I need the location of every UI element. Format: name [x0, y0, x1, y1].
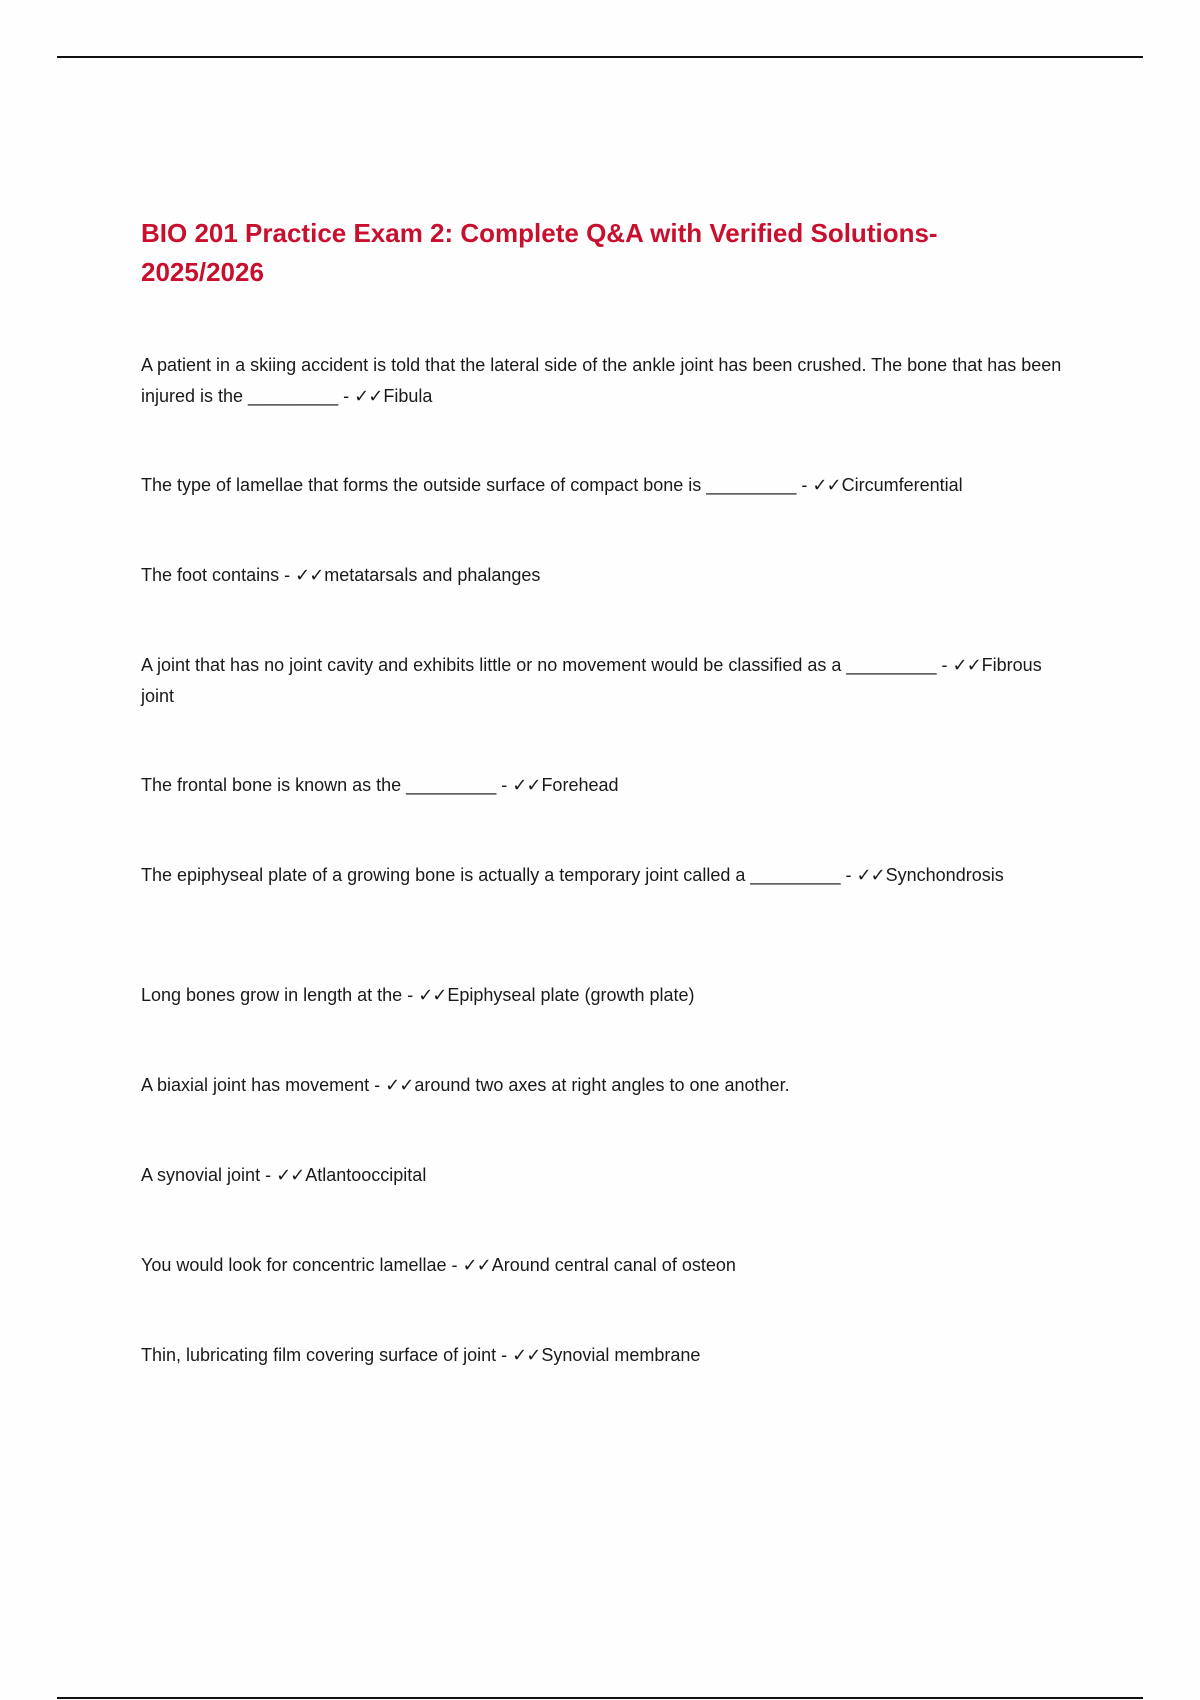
double-check-icon: ✓✓ — [385, 1075, 414, 1096]
question-text: A patient in a skiing accident is told that the lateral side of the ankle joint has been crushed. The bone that has been injured is the _________ - — [141, 355, 1062, 406]
double-check-icon: ✓✓ — [512, 1345, 541, 1366]
answer-text: Synchondrosis — [885, 865, 1004, 885]
answer-text: Synovial membrane — [541, 1345, 701, 1365]
qa-item-5 — [141, 770, 1071, 801]
double-check-icon: ✓✓ — [952, 655, 981, 676]
document-title: BIO 201 Practice Exam 2: Complete Q&A with Verified Solutions- 2025/2026 — [141, 218, 938, 287]
answer-text: Around central canal of osteon — [491, 1255, 736, 1275]
qa-item-10 — [141, 1250, 1071, 1281]
question-text: A joint that has no joint cavity and exhibits little or no movement would be classified as a _________ - — [141, 655, 948, 675]
qa-item-9 — [141, 1160, 1071, 1191]
double-check-icon: ✓✓ — [354, 386, 383, 407]
qa-item-4 — [141, 650, 1071, 712]
qa-item-2 — [141, 470, 1071, 501]
double-check-icon: ✓✓ — [418, 985, 447, 1006]
question-text: A synovial joint - — [141, 1165, 272, 1185]
answer-text: metatarsals and phalanges — [324, 565, 541, 585]
double-check-icon: ✓✓ — [512, 775, 541, 796]
question-text: The foot contains - — [141, 565, 291, 585]
question-text: The frontal bone is known as the _________ - — [141, 775, 508, 795]
qa-item-7 — [141, 980, 1071, 1011]
question-text: A biaxial joint has movement - — [141, 1075, 381, 1095]
question-text: You would look for concentric lamellae - — [141, 1255, 458, 1275]
qa-item-11 — [141, 1340, 1071, 1371]
double-check-icon: ✓✓ — [276, 1165, 305, 1186]
question-text: Thin, lubricating film covering surface of joint - — [141, 1345, 508, 1365]
bottom-rule — [57, 1697, 1143, 1699]
double-check-icon: ✓✓ — [462, 1255, 491, 1276]
question-text: Long bones grow in length at the - — [141, 985, 414, 1005]
qa-item-6 — [141, 860, 1071, 891]
qa-item-1 — [141, 350, 1071, 412]
answer-text: Atlantooccipital — [305, 1165, 427, 1185]
qa-item-3 — [141, 560, 1071, 591]
top-rule — [57, 56, 1143, 58]
answer-text: Forehead — [541, 775, 619, 795]
question-text: The epiphyseal plate of a growing bone is actually a temporary joint called a _________ - — [141, 865, 852, 885]
answer-text: Circumferential — [841, 475, 963, 495]
answer-text: Fibrous joint — [141, 655, 1042, 706]
double-check-icon: ✓✓ — [812, 475, 841, 496]
qa-item-8 — [141, 1070, 1071, 1101]
question-text: The type of lamellae that forms the outside surface of compact bone is _________ - — [141, 475, 808, 495]
answer-text: Epiphyseal plate (growth plate) — [447, 985, 695, 1005]
double-check-icon: ✓✓ — [856, 865, 885, 886]
double-check-icon: ✓✓ — [295, 565, 324, 586]
answer-text: around two axes at right angles to one another. — [414, 1075, 790, 1095]
answer-text: Fibula — [383, 386, 433, 406]
